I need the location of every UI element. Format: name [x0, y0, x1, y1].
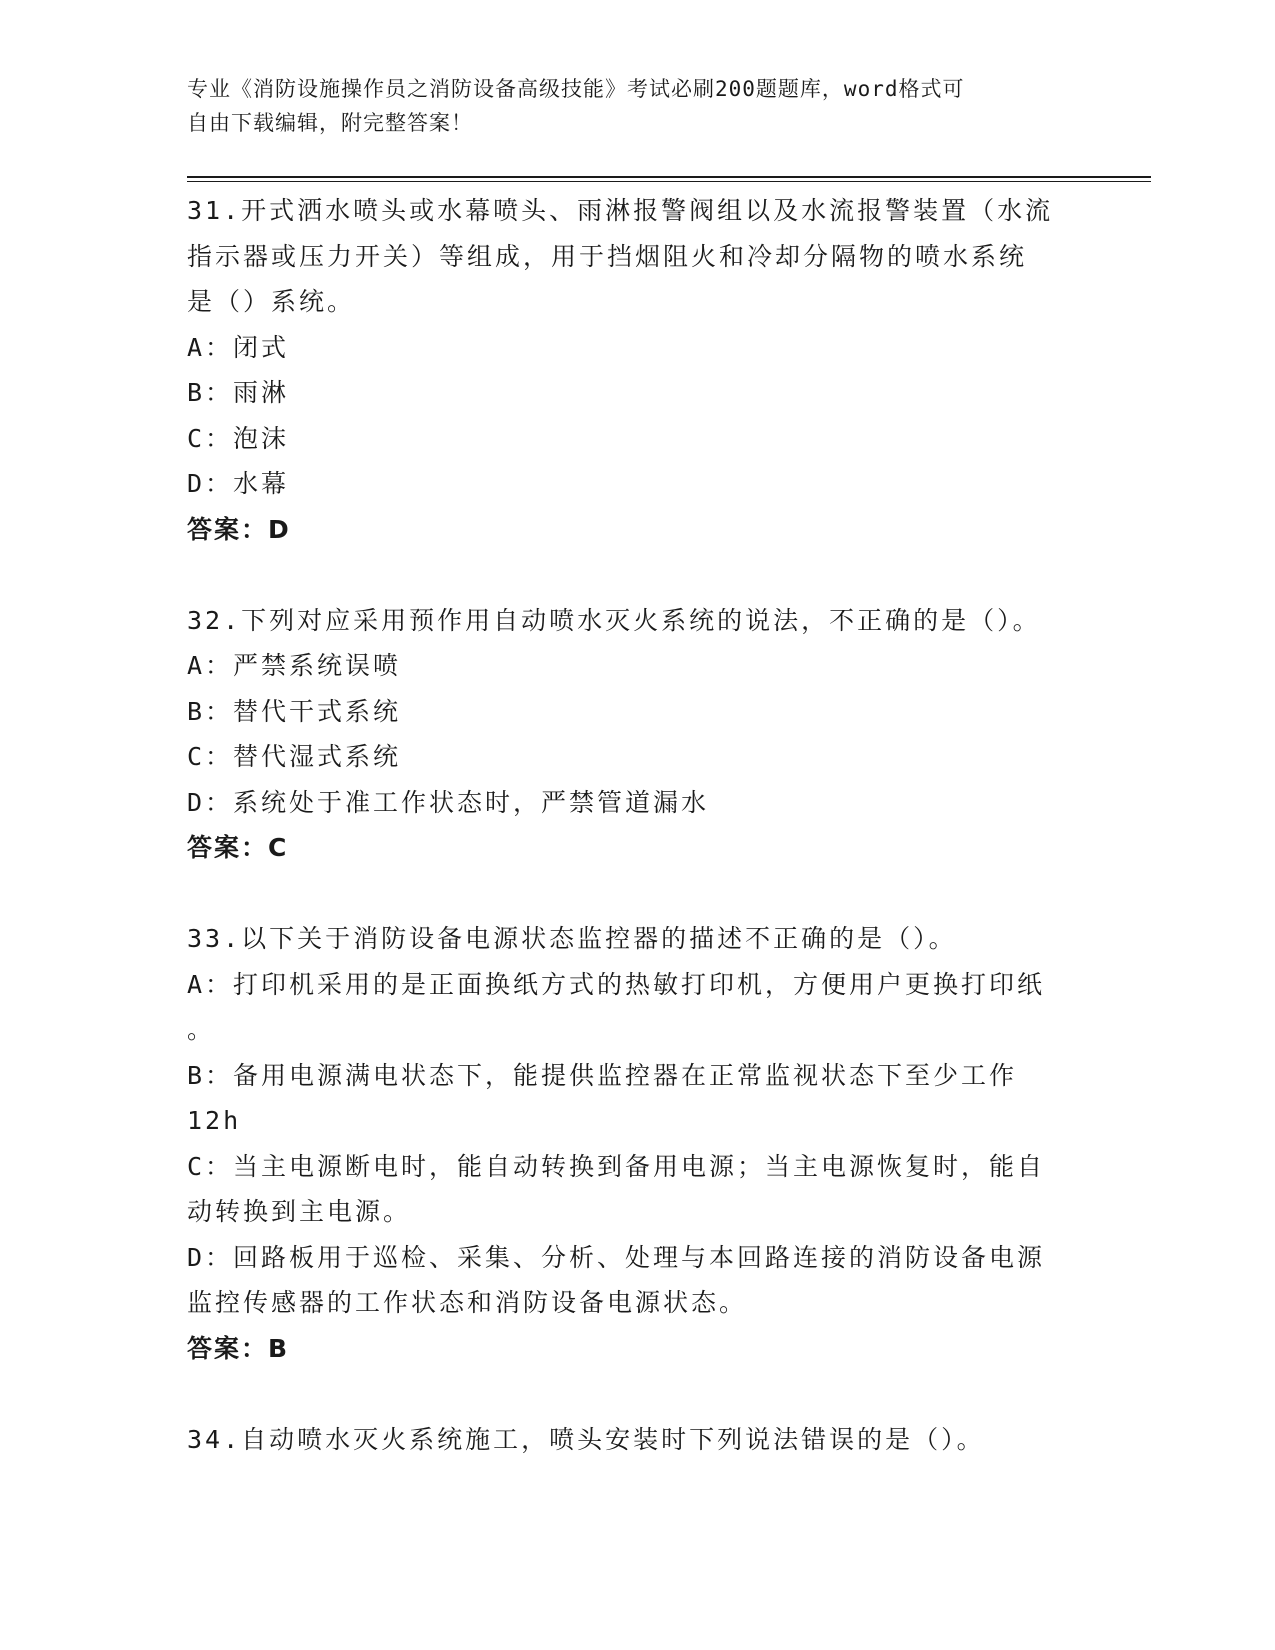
option-c-continued: 动转换到主电源。: [187, 1197, 412, 1226]
option-c: C：当主电源断电时，能自动转换到备用电源；当主电源恢复时，能自: [187, 1151, 1046, 1181]
option-d: D：回路板用于巡检、采集、分析、处理与本回路连接的消防设备电源: [187, 1242, 1046, 1272]
option-c: C：替代湿式系统: [187, 742, 402, 771]
option-c: C：泡沫: [187, 423, 290, 453]
question-31: [187, 188, 1087, 552]
answer-label: 答案：B: [187, 1333, 290, 1363]
question-stem-line: 33.以下关于消防设备电源状态监控器的描述不正确的是（）。: [187, 924, 957, 953]
question-spacer: [187, 871, 1087, 917]
question-33: [187, 916, 1087, 1371]
option-a: A：闭式: [187, 332, 290, 362]
question-spacer: [187, 552, 1087, 598]
answer-label: 答案：D: [187, 514, 291, 544]
question-stem-line: 31.开式洒水喷头或水幕喷头、雨淋报警阀组以及水流报警装置（水流: [187, 196, 1054, 225]
header-divider-thin: [187, 181, 1151, 182]
question-spacer: [187, 1371, 1087, 1417]
option-d-continued: 监控传感器的工作状态和消防设备电源状态。: [187, 1288, 748, 1317]
option-a: A：严禁系统误喷: [187, 651, 402, 680]
question-stem-line: 34.自动喷水灭火系统施工，喷头安装时下列说法错误的是（）。: [187, 1424, 985, 1454]
option-d: D：水幕: [187, 469, 290, 498]
option-b: B：雨淋: [187, 378, 290, 407]
option-a: A：打印机采用的是正面换纸方式的热敏打印机，方便用户更换打印纸: [187, 969, 1046, 999]
question-34: [187, 1417, 1087, 1463]
question-stem-line: 是（）系统。: [187, 287, 356, 316]
question-list: [187, 188, 1087, 1462]
header-divider-thick: [187, 176, 1151, 178]
option-d: D：系统处于准工作状态时，严禁管道漏水: [187, 787, 710, 817]
question-stem-line: 指示器或压力开关）等组成，用于挡烟阻火和冷却分隔物的喷水系统: [187, 241, 1028, 271]
option-a-continued: 。: [187, 1015, 216, 1044]
header-line-1: 专业《消防设施操作员之消防设备高级技能》考试必刷200题题库，word格式可: [187, 77, 965, 101]
document-header: [187, 72, 1067, 140]
option-b: B：备用电源满电状态下，能提供监控器在正常监视状态下至少工作: [187, 1060, 1018, 1090]
option-b: B：替代干式系统: [187, 696, 402, 726]
header-line-2: 自由下载编辑，附完整答案！: [187, 111, 473, 135]
option-b-continued: 12h: [187, 1106, 242, 1135]
question-32: [187, 598, 1087, 871]
answer-label: 答案：C: [187, 833, 289, 862]
question-stem-line: 32.下列对应采用预作用自动喷水灭火系统的说法，不正确的是（）。: [187, 605, 1041, 635]
